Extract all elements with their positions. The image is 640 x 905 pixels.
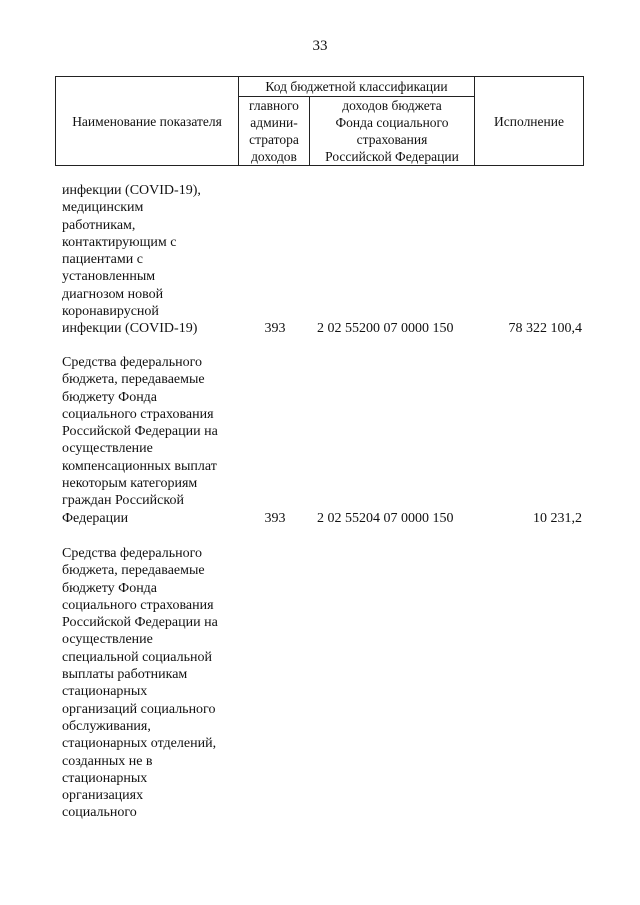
header-admin-column — [239, 97, 310, 166]
row-name-line: стационарных — [62, 770, 148, 786]
table-row — [62, 354, 582, 527]
row-amount: 10 231,2 — [533, 511, 582, 526]
row-name-line: пациентами с — [62, 252, 143, 268]
header-income-column — [310, 97, 475, 166]
header-admin-line: главного — [249, 98, 299, 113]
row-name-line: бюджета, передаваемые — [62, 372, 205, 388]
row-name-line: выплаты работникам — [62, 667, 188, 683]
header-income-line: страхования — [356, 132, 428, 147]
row-name-line: Средства федерального — [62, 355, 202, 370]
header-admin-line: админи- — [250, 115, 298, 130]
row-name-line: осуществление — [62, 632, 153, 648]
row-name-line: стационарных отделений, — [62, 736, 217, 752]
table-row — [62, 545, 582, 822]
row-name-line: бюджета, передаваемые — [62, 563, 205, 579]
row-name-line: специальной социальной — [62, 649, 212, 665]
row-name-line: граждан Российской — [62, 493, 184, 509]
row-name-line: некоторым категориям — [62, 476, 198, 492]
table-row — [62, 182, 582, 338]
row-amount: 78 322 100,4 — [508, 321, 582, 336]
row-name-line: бюджету Фонда — [62, 580, 158, 596]
row-name-line: социального страхования — [62, 597, 214, 613]
row-name-line: установленным — [62, 269, 156, 285]
row-name-line: контактирующим с — [62, 234, 177, 250]
row-name-line: организациях — [62, 788, 144, 804]
row-name-line: коронавирусной — [62, 304, 159, 320]
header-admin-line: стратора — [249, 132, 299, 147]
row-name-line: Федерации — [62, 510, 129, 526]
row-admin-code: 393 — [264, 511, 286, 526]
row-name-line: инфекции (COVID-19) — [62, 321, 198, 337]
row-name-line: Российской Федерации на — [62, 615, 218, 631]
header-name-column: Наименование показателя — [56, 77, 239, 166]
page-number: 33 — [312, 38, 328, 54]
row-budget-code: 2 02 55204 07 0000 150 — [317, 511, 454, 526]
row-name-line: работникам, — [62, 217, 136, 233]
row-name-line: стационарных — [62, 684, 148, 700]
row-name-line: организаций социального — [62, 701, 216, 717]
row-name-line: бюджету Фонда — [62, 389, 158, 405]
row-name-line: инфекции (COVID-19), — [62, 183, 201, 198]
row-name-line: Российской Федерации на — [62, 424, 218, 440]
row-name-line: социального — [62, 805, 137, 821]
row-name — [62, 545, 237, 822]
row-name-line: осуществление — [62, 441, 153, 457]
row-name-line: диагнозом новой — [62, 286, 164, 302]
header-income-line: доходов бюджета — [342, 98, 442, 113]
header-admin-line: доходов — [251, 149, 297, 164]
row-name — [62, 354, 237, 527]
header-execution-column: Исполнение — [475, 77, 584, 166]
row-name-line: компенсационных выплат — [62, 458, 217, 474]
header-budget-code: Код бюджетной классификации — [239, 77, 475, 97]
table-header — [55, 76, 584, 166]
row-name-line: созданных не в — [62, 753, 153, 769]
row-name-line: обслуживания, — [62, 718, 151, 734]
row-name — [62, 182, 237, 338]
row-name-line: медицинским — [62, 200, 144, 216]
row-name-line: Средства федерального — [62, 546, 202, 561]
header-income-line: Фонда социального — [335, 115, 449, 130]
header-income-line: Российской Федерации — [325, 149, 459, 164]
row-name-line: социального страхования — [62, 406, 214, 422]
row-budget-code: 2 02 55200 07 0000 150 — [317, 321, 454, 336]
row-admin-code: 393 — [264, 321, 286, 336]
